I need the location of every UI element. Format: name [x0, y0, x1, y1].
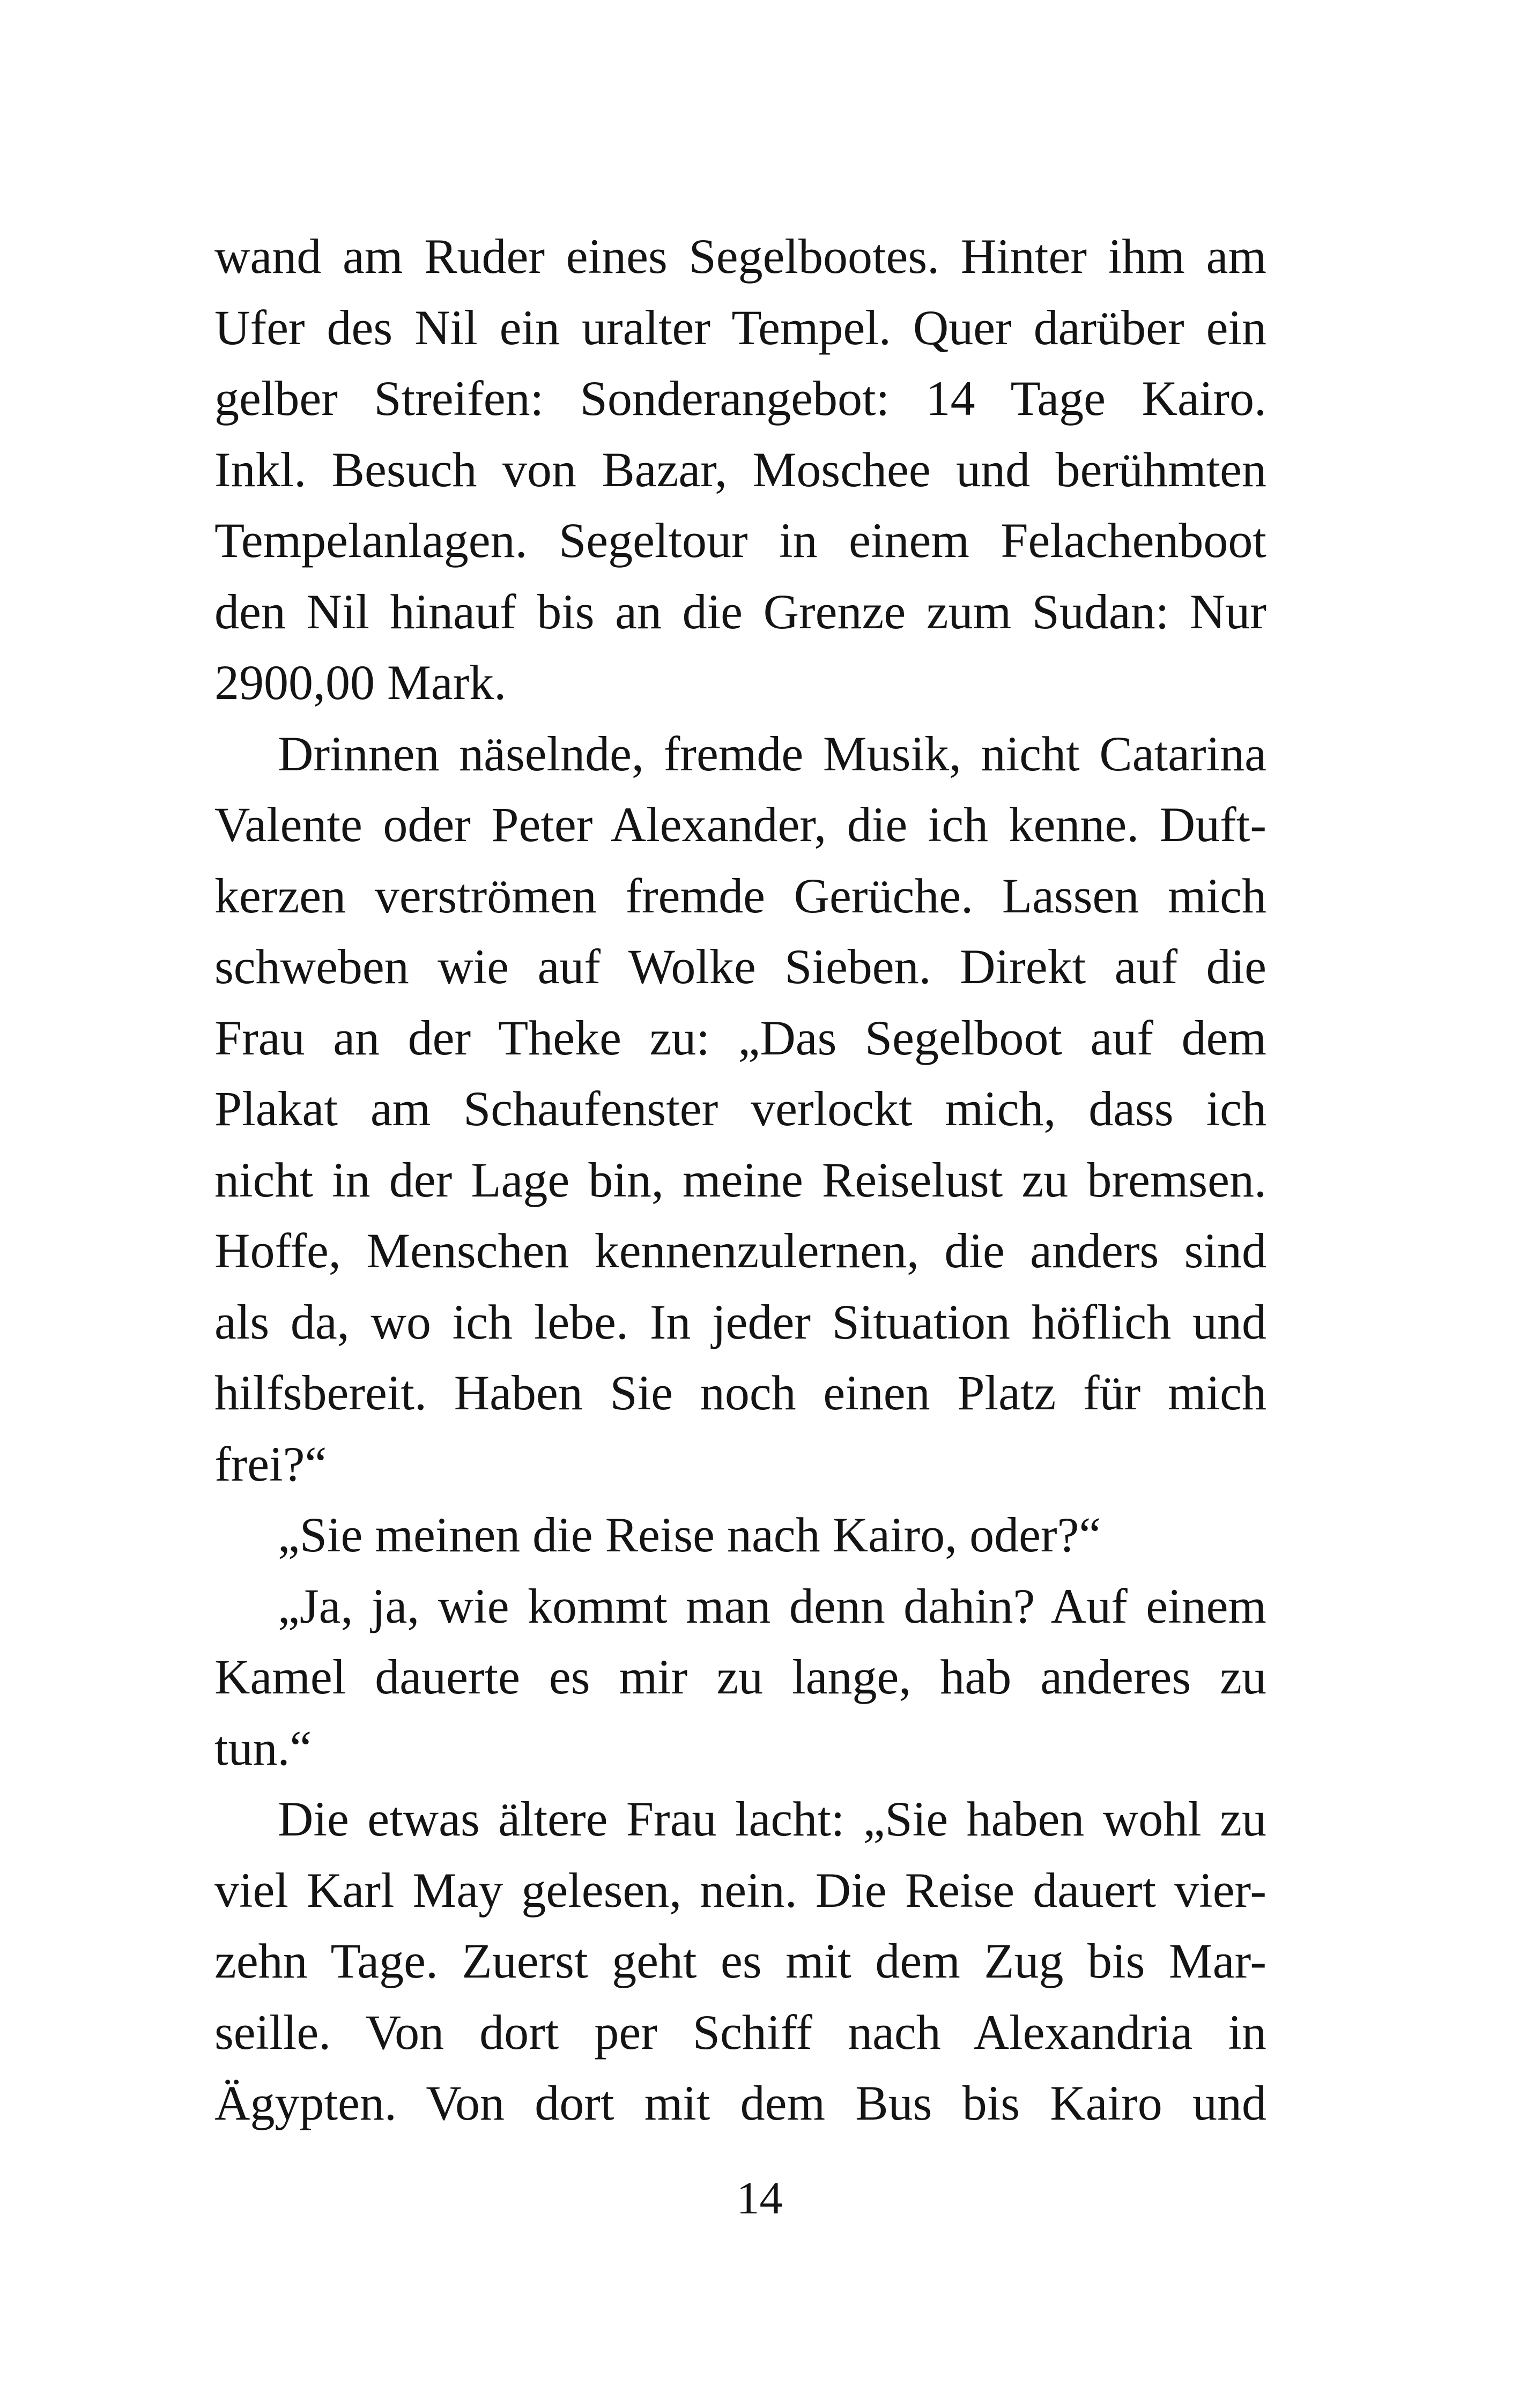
text-line: Drinnen näselnde, fremde Musik, nicht Catarina: [278, 726, 1266, 781]
text-line: „Ja, ja, wie kommt man denn dahin? Auf einem: [278, 1578, 1266, 1633]
text-line: Inkl. Besuch von Bazar, Moschee und berühmten: [214, 442, 1266, 497]
text-line: Frau an der Theke zu: „Das Segelboot auf dem: [214, 1010, 1266, 1065]
text-line: Kamel dauerte es mir zu lange, hab anderes zu: [214, 1649, 1266, 1704]
page-number: 14: [736, 2172, 783, 2224]
text-line: zehn Tage. Zuerst geht es mit dem Zug bis Mar-: [214, 1934, 1266, 1988]
text-line: Valente oder Peter Alexander, die ich kenne. Duft-: [214, 797, 1266, 852]
text-line: den Nil hinauf bis an die Grenze zum Sudan: Nur: [214, 584, 1266, 639]
text-line: kerzen verströmen fremde Gerüche. Lassen mich: [214, 868, 1266, 923]
paragraph-4: [214, 1571, 1266, 1784]
text-line: Ägypten. Von dort mit dem Bus bis Kairo und: [214, 2076, 1266, 2130]
paragraph-1: [214, 221, 1266, 718]
text-line: Tempelanlagen. Segeltour in einem Felachenboot: [214, 513, 1266, 568]
paragraph-5: [214, 1783, 1266, 2139]
text-line: hilfsbereit. Haben Sie noch einen Platz für mich: [214, 1365, 1266, 1420]
text-line: schweben wie auf Wolke Sieben. Direkt auf die: [214, 939, 1266, 994]
text-line: Plakat am Schaufenster verlockt mich, dass ich: [214, 1081, 1266, 1136]
text-line: „Sie meinen die Reise nach Kairo, oder?“: [278, 1507, 1101, 1562]
text-line: frei?“: [214, 1436, 327, 1491]
text-line: nicht in der Lage bin, meine Reiselust zu bremsen.: [214, 1152, 1266, 1207]
text-line: Ufer des Nil ein uralter Tempel. Quer darüber ein: [214, 300, 1266, 355]
text-line: viel Karl May gelesen, nein. Die Reise dauert vier-: [214, 1862, 1266, 1918]
paragraph-2: [214, 718, 1266, 1500]
text-line: wand am Ruder eines Segelbootes. Hinter ihm am: [214, 229, 1266, 284]
paragraph-3: [214, 1499, 1266, 1571]
text-line: seille. Von dort per Schiff nach Alexandria in: [214, 2004, 1266, 2060]
text-line: tun.“: [214, 1720, 312, 1775]
text-line: Die etwas ältere Frau lacht: „Sie haben wohl zu: [278, 1792, 1266, 1846]
text-line: gelber Streifen: Sonderangebot: 14 Tage Kairo.: [214, 371, 1266, 426]
text-line: Hoffe, Menschen kennenzulernen, die anders sind: [214, 1223, 1266, 1278]
text-line: 2900,00 Mark.: [214, 655, 507, 710]
text-line: als da, wo ich lebe. In jeder Situation höflich und: [214, 1294, 1266, 1349]
body-text: [214, 221, 1266, 2139]
